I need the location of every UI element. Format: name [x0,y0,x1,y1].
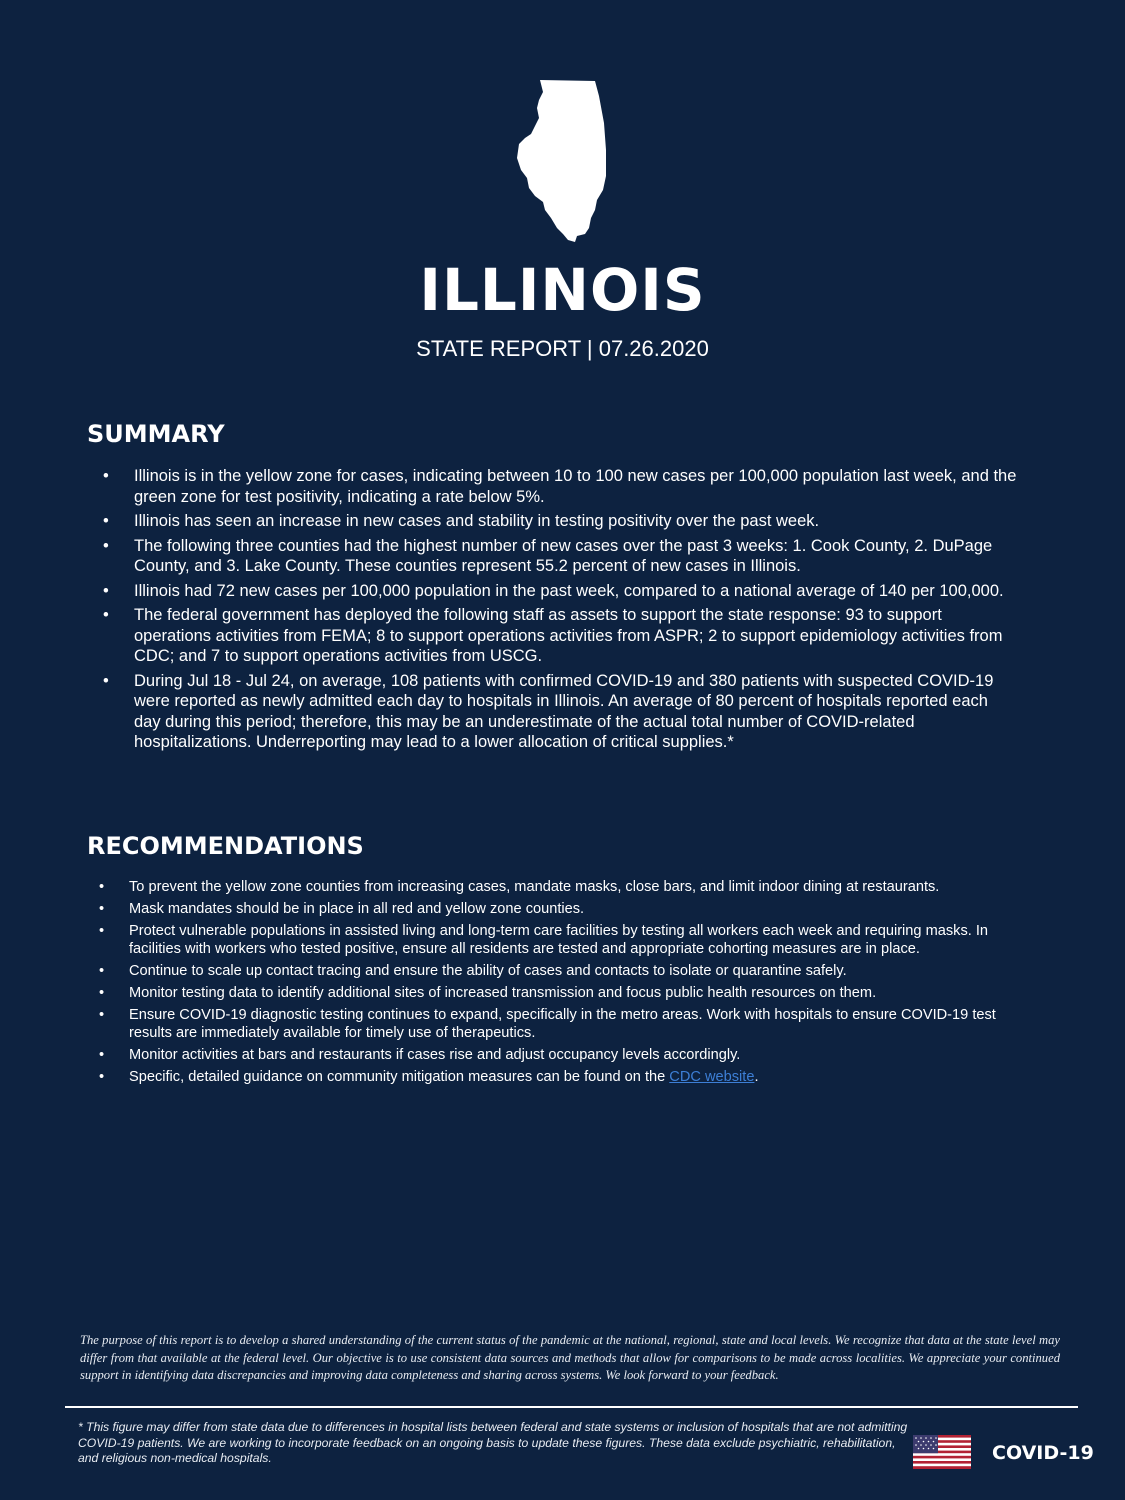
recommendations-list [99,878,1019,1090]
recommendation-item-text: Ensure COVID-19 diagnostic testing continues to expand, specifically in the metro areas. Work with hospitals to ensure COVID-19 test results are immediately available for timely use of therapeutics. [129,1007,996,1042]
bullet-icon: • [99,1007,105,1024]
bullet-icon: • [99,901,105,917]
bullet-icon: • [103,512,109,530]
recommendation-item-text: To prevent the yellow zone counties from increasing cases, mandate masks, close bars, and limit indoor dining at restaurants. [129,879,940,895]
summary-item [103,671,1018,753]
summary-item-text: The following three counties had the highest number of new cases over the past 3 weeks: 1. Cook County, 2. DuPage County, and 3. Lake County. These counties represent 55.2 percent of new cases in Illinois. [134,536,993,575]
bullet-icon: • [99,923,105,939]
illinois-state-outline-icon [513,78,609,244]
recommendation-item-text: Monitor testing data to identify additional sites of increased transmission and focus public health resources on them. [129,985,877,1002]
summary-list [103,466,1018,757]
cdc-website-link[interactable]: CDC website [669,1069,755,1086]
bullet-icon: • [103,467,109,485]
bullet-icon: • [99,1069,105,1086]
purpose-note: The purpose of this report is to develop a shared understanding of the current status of the pandemic at the national, regional, state and local levels. We recognize that data at the state level may differ from that available at the federal level. Our objective is to use consistent data sources and methods that allow for comparisons to be made across localities. We appreciate your continued support in identifying data discrepancies and improving data completeness and sharing across systems. We look forward to your feedback. [80,1333,1060,1382]
summary-item [103,605,1018,667]
bullet-icon: • [103,671,109,690]
recommendation-item [99,962,1019,980]
summary-item-text: During Jul 18 - Jul 24, on average, 108 patients with confirmed COVID-19 and 380 patients with suspected COVID-19 were reported as newly admitted each day to hospitals in Illinois. An average of 80 percent of hospitals reported each day during this period; therefore, this may be an underestimate of the actual total number of COVID-related hospitalizations. Underreporting may lead to a lower allocation of critical supplies.* [134,671,994,751]
bullet-icon: • [103,536,109,555]
summary-item [103,466,1018,507]
recommendation-item [99,1068,1019,1086]
summary-item-text: Illinois had 72 new cases per 100,000 population in the past week, compared to a national average of 140 per 100,000. [134,581,1004,600]
summary-item-text: Illinois has seen an increase in new cases and stability in testing positivity over the past week. [134,512,820,530]
page-title: ILLINOIS [419,256,706,324]
bullet-icon: • [99,1047,105,1064]
recommendation-item-text: Continue to scale up contact tracing and ensure the ability of cases and contacts to isolate or quarantine safely. [129,963,847,980]
summary-item [103,536,1018,577]
footer-divider [65,1406,1078,1408]
summary-item [103,581,1018,602]
summary-item-text: Illinois is in the yellow zone for cases, indicating between 10 to 100 new cases per 100,000 population last week, and the green zone for test positivity, indicating a rate below 5%. [134,467,1017,506]
recommendation-item [99,984,1019,1002]
recommendation-item [99,1006,1019,1042]
summary-item-text: The federal government has deployed the following staff as assets to support the state response: 93 to support operations activities from FEMA; 8 to support operations activities from ASPR; 2 to support epidemiology activities from CDC; and 7 to support operations activities from USCG. [134,606,1003,665]
us-flag-icon [913,1435,971,1469]
summary-item [103,511,1018,532]
bullet-icon: • [103,581,109,600]
recommendation-item-text: Monitor activities at bars and restaurants if cases rise and adjust occupancy levels accordingly. [129,1047,741,1064]
recommendation-item-text: Protect vulnerable populations in assisted living and long-term care facilities by testing all workers each week and requiring masks. In facilities with workers who tested positive, ensure all residents are tested and appropriate cohorting measures are in place. [129,923,989,958]
report-subtitle: STATE REPORT | 07.26.2020 [416,336,709,361]
bullet-icon: • [99,963,105,980]
recommendation-item-suffix: . [754,1069,759,1086]
covid-19-label: COVID-19 [992,1442,1094,1464]
recommendation-item [99,922,1019,958]
recommendation-item [99,878,1019,896]
recommendation-item [99,1046,1019,1064]
hospital-footnote: * This figure may differ from state data due to differences in hospital lists between federal and state systems or inclusion of hospitals that are not admitting COVID-19 patients. We are working to incorporate feedback on an ongoing basis to update these figures. These data exclude psychiatric, rehabilitation, and religious non-medical hospitals. [78,1420,908,1466]
recommendations-heading: RECOMMENDATIONS [87,832,364,860]
recommendation-item-text: Specific, detailed guidance on community mitigation measures can be found on the [129,1069,670,1086]
recommendation-item-text: Mask mandates should be in place in all red and yellow zone counties. [129,901,585,917]
recommendation-item [99,900,1019,918]
bullet-icon: • [99,879,105,895]
bullet-icon: • [103,606,109,624]
summary-heading: SUMMARY [87,420,225,448]
bullet-icon: • [99,985,105,1002]
